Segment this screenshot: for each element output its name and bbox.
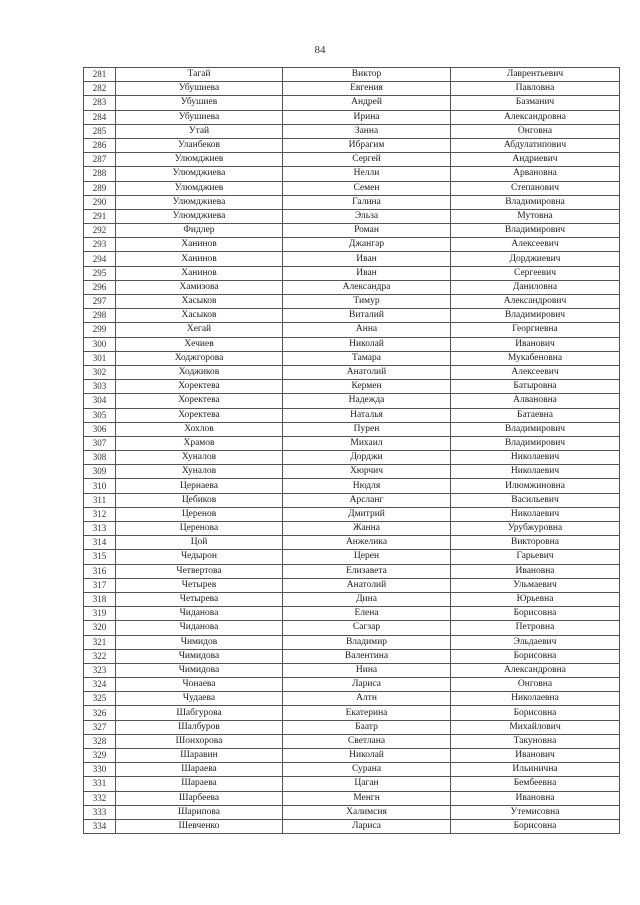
first-name-cell: Нелли (283, 167, 451, 181)
patronymic-cell: Лаврентьевич (451, 68, 620, 82)
row-number-cell: 322 (84, 649, 116, 663)
patronymic-cell: Арвановна (451, 167, 620, 181)
table-row (84, 337, 620, 351)
patronymic-cell: Николаевич (451, 465, 620, 479)
patronymic-cell: Борисовна (451, 649, 620, 663)
table-row (84, 295, 620, 309)
first-name-cell: Николай (283, 749, 451, 763)
patronymic-cell: Иванович (451, 749, 620, 763)
surname-cell: Чиданова (116, 607, 283, 621)
surname-cell: Хоректева (116, 380, 283, 394)
surname-cell: Чудаева (116, 692, 283, 706)
surname-cell: Улюмджиева (116, 209, 283, 223)
table-row (84, 252, 620, 266)
roster-table (83, 67, 620, 834)
table-row (84, 706, 620, 720)
row-number-cell: 305 (84, 408, 116, 422)
row-number-cell: 323 (84, 663, 116, 677)
row-number-cell: 289 (84, 181, 116, 195)
patronymic-cell: Николаевич (451, 507, 620, 521)
surname-cell: Церенов (116, 507, 283, 521)
row-number-cell: 325 (84, 692, 116, 706)
patronymic-cell: Владимирович (451, 309, 620, 323)
first-name-cell: Жанна (283, 522, 451, 536)
patronymic-cell: Александрович (451, 295, 620, 309)
patronymic-cell: Онговна (451, 124, 620, 138)
table-row (84, 266, 620, 280)
table-row (84, 280, 620, 294)
table-row (84, 749, 620, 763)
surname-cell: Шонхорова (116, 734, 283, 748)
row-number-cell: 324 (84, 678, 116, 692)
table-row (84, 124, 620, 138)
table-row (84, 791, 620, 805)
surname-cell: Шалбуров (116, 720, 283, 734)
row-number-cell: 333 (84, 805, 116, 819)
patronymic-cell: Алексеевич (451, 365, 620, 379)
first-name-cell: Андрей (283, 96, 451, 110)
patronymic-cell: Мукабеновна (451, 351, 620, 365)
table-row (84, 224, 620, 238)
surname-cell: Шабгурова (116, 706, 283, 720)
surname-cell: Хохлов (116, 422, 283, 436)
surname-cell: Шевченко (116, 819, 283, 833)
table-row (84, 153, 620, 167)
patronymic-cell: Владимирович (451, 422, 620, 436)
table-row (84, 720, 620, 734)
surname-cell: Чимидов (116, 635, 283, 649)
surname-cell: Четырева (116, 592, 283, 606)
patronymic-cell: Онговна (451, 678, 620, 692)
patronymic-cell: Владимирович (451, 224, 620, 238)
table-row (84, 436, 620, 450)
first-name-cell: Семен (283, 181, 451, 195)
row-number-cell: 320 (84, 621, 116, 635)
surname-cell: Храмов (116, 436, 283, 450)
patronymic-cell: Павловна (451, 82, 620, 96)
row-number-cell: 306 (84, 422, 116, 436)
first-name-cell: Екатерина (283, 706, 451, 720)
surname-cell: Убушиева (116, 82, 283, 96)
row-number-cell: 316 (84, 564, 116, 578)
surname-cell: Шараева (116, 763, 283, 777)
patronymic-cell: Алексеевич (451, 238, 620, 252)
first-name-cell: Кермен (283, 380, 451, 394)
row-number-cell: 299 (84, 323, 116, 337)
first-name-cell: Елена (283, 607, 451, 621)
surname-cell: Ханинов (116, 238, 283, 252)
row-number-cell: 334 (84, 819, 116, 833)
surname-cell: Четвертова (116, 564, 283, 578)
table-row (84, 777, 620, 791)
first-name-cell: Евгения (283, 82, 451, 96)
patronymic-cell: Георгиевна (451, 323, 620, 337)
surname-cell: Ходжиков (116, 365, 283, 379)
surname-cell: Церенова (116, 522, 283, 536)
first-name-cell: Дмитрий (283, 507, 451, 521)
table-row (84, 592, 620, 606)
table-row (84, 138, 620, 152)
surname-cell: Шарипова (116, 805, 283, 819)
table-row (84, 365, 620, 379)
table-row (84, 649, 620, 663)
patronymic-cell: Степанович (451, 181, 620, 195)
patronymic-cell: Алвановна (451, 394, 620, 408)
surname-cell: Хуналов (116, 451, 283, 465)
row-number-cell: 294 (84, 252, 116, 266)
surname-cell: Убушиев (116, 96, 283, 110)
row-number-cell: 291 (84, 209, 116, 223)
table-row (84, 68, 620, 82)
table-row (84, 408, 620, 422)
table-row (84, 323, 620, 337)
table-row (84, 819, 620, 833)
patronymic-cell: Борисовна (451, 607, 620, 621)
patronymic-cell: Ульмаевич (451, 578, 620, 592)
surname-cell: Чедырон (116, 550, 283, 564)
first-name-cell: Галина (283, 195, 451, 209)
row-number-cell: 285 (84, 124, 116, 138)
first-name-cell: Роман (283, 224, 451, 238)
surname-cell: Шаравин (116, 749, 283, 763)
table-row (84, 394, 620, 408)
row-number-cell: 317 (84, 578, 116, 592)
patronymic-cell: Борисовна (451, 706, 620, 720)
surname-cell: Убушиева (116, 110, 283, 124)
patronymic-cell: Борисовна (451, 819, 620, 833)
surname-cell: Ходжгорова (116, 351, 283, 365)
row-number-cell: 303 (84, 380, 116, 394)
surname-cell: Цебиков (116, 493, 283, 507)
first-name-cell: Эльза (283, 209, 451, 223)
table-row (84, 479, 620, 493)
patronymic-cell: Петровна (451, 621, 620, 635)
row-number-cell: 293 (84, 238, 116, 252)
table-row (84, 465, 620, 479)
table-row (84, 536, 620, 550)
table-row (84, 96, 620, 110)
row-number-cell: 282 (84, 82, 116, 96)
patronymic-cell: Батаевна (451, 408, 620, 422)
first-name-cell: Занна (283, 124, 451, 138)
first-name-cell: Арсланг (283, 493, 451, 507)
surname-cell: Цой (116, 536, 283, 550)
row-number-cell: 307 (84, 436, 116, 450)
first-name-cell: Нина (283, 663, 451, 677)
row-number-cell: 288 (84, 167, 116, 181)
table-row (84, 621, 620, 635)
surname-cell: Улюмджиев (116, 181, 283, 195)
surname-cell: Чиданова (116, 621, 283, 635)
surname-cell: Хасыков (116, 309, 283, 323)
surname-cell: Улюмджиева (116, 195, 283, 209)
table-row (84, 110, 620, 124)
row-number-cell: 308 (84, 451, 116, 465)
first-name-cell: Пурен (283, 422, 451, 436)
row-number-cell: 311 (84, 493, 116, 507)
surname-cell: Четырев (116, 578, 283, 592)
patronymic-cell: Иванович (451, 337, 620, 351)
patronymic-cell: Ивановна (451, 791, 620, 805)
first-name-cell: Дорджи (283, 451, 451, 465)
surname-cell: Хегай (116, 323, 283, 337)
patronymic-cell: Ильинична (451, 763, 620, 777)
patronymic-cell: Абдулатипович (451, 138, 620, 152)
table-row (84, 607, 620, 621)
first-name-cell: Алтн (283, 692, 451, 706)
row-number-cell: 283 (84, 96, 116, 110)
table-row (84, 167, 620, 181)
row-number-cell: 300 (84, 337, 116, 351)
row-number-cell: 318 (84, 592, 116, 606)
row-number-cell: 321 (84, 635, 116, 649)
patronymic-cell: Николаевич (451, 451, 620, 465)
table-row (84, 82, 620, 96)
patronymic-cell: Александровна (451, 663, 620, 677)
row-number-cell: 296 (84, 280, 116, 294)
table-row (84, 635, 620, 649)
surname-cell: Хоректева (116, 408, 283, 422)
row-number-cell: 329 (84, 749, 116, 763)
first-name-cell: Наталья (283, 408, 451, 422)
patronymic-cell: Эльдаевич (451, 635, 620, 649)
first-name-cell: Тимур (283, 295, 451, 309)
first-name-cell: Сергей (283, 153, 451, 167)
row-number-cell: 295 (84, 266, 116, 280)
row-number-cell: 298 (84, 309, 116, 323)
patronymic-cell: Батыровна (451, 380, 620, 394)
table-row (84, 238, 620, 252)
surname-cell: Чимидова (116, 663, 283, 677)
first-name-cell: Цаган (283, 777, 451, 791)
first-name-cell: Ирина (283, 110, 451, 124)
first-name-cell: Анжелика (283, 536, 451, 550)
table-row (84, 351, 620, 365)
row-number-cell: 304 (84, 394, 116, 408)
patronymic-cell: Николаевна (451, 692, 620, 706)
surname-cell: Ханинов (116, 266, 283, 280)
patronymic-cell: Ивановна (451, 564, 620, 578)
first-name-cell: Сурана (283, 763, 451, 777)
first-name-cell: Виталий (283, 309, 451, 323)
first-name-cell: Баатр (283, 720, 451, 734)
patronymic-cell: Урубжуровна (451, 522, 620, 536)
patronymic-cell: Михайлович (451, 720, 620, 734)
table-row (84, 564, 620, 578)
table-row (84, 380, 620, 394)
patronymic-cell: Викторовна (451, 536, 620, 550)
surname-cell: Хоректева (116, 394, 283, 408)
row-number-cell: 331 (84, 777, 116, 791)
row-number-cell: 297 (84, 295, 116, 309)
first-name-cell: Анатолий (283, 365, 451, 379)
surname-cell: Цернаева (116, 479, 283, 493)
first-name-cell: Нюдля (283, 479, 451, 493)
patronymic-cell: Андриевич (451, 153, 620, 167)
surname-cell: Хуналов (116, 465, 283, 479)
first-name-cell: Дина (283, 592, 451, 606)
row-number-cell: 309 (84, 465, 116, 479)
surname-cell: Фидлер (116, 224, 283, 238)
table-row (84, 493, 620, 507)
surname-cell: Уланбеков (116, 138, 283, 152)
table-row (84, 550, 620, 564)
first-name-cell: Лариса (283, 678, 451, 692)
row-number-cell: 310 (84, 479, 116, 493)
first-name-cell: Елизавета (283, 564, 451, 578)
first-name-cell: Надежда (283, 394, 451, 408)
patronymic-cell: Владимирович (451, 436, 620, 450)
table-row (84, 451, 620, 465)
surname-cell: Хамизова (116, 280, 283, 294)
patronymic-cell: Мутовна (451, 209, 620, 223)
patronymic-cell: Такуновна (451, 734, 620, 748)
surname-cell: Улюмджиев (116, 153, 283, 167)
first-name-cell: Джангар (283, 238, 451, 252)
first-name-cell: Анна (283, 323, 451, 337)
first-name-cell: Владимир (283, 635, 451, 649)
first-name-cell: Иван (283, 252, 451, 266)
table-row (84, 309, 620, 323)
surname-cell: Шараева (116, 777, 283, 791)
surname-cell: Тагай (116, 68, 283, 82)
patronymic-cell: Утемисовна (451, 805, 620, 819)
roster-body (84, 68, 620, 834)
row-number-cell: 332 (84, 791, 116, 805)
row-number-cell: 315 (84, 550, 116, 564)
first-name-cell: Хюрчич (283, 465, 451, 479)
row-number-cell: 313 (84, 522, 116, 536)
row-number-cell: 292 (84, 224, 116, 238)
first-name-cell: Александра (283, 280, 451, 294)
patronymic-cell: Александровна (451, 110, 620, 124)
table-row (84, 578, 620, 592)
surname-cell: Чонаева (116, 678, 283, 692)
patronymic-cell: Владимировна (451, 195, 620, 209)
surname-cell: Утай (116, 124, 283, 138)
first-name-cell: Сагзар (283, 621, 451, 635)
first-name-cell: Виктор (283, 68, 451, 82)
patronymic-cell: Сергеевич (451, 266, 620, 280)
page-number: 84 (314, 44, 326, 56)
table-row (84, 678, 620, 692)
table-row (84, 209, 620, 223)
surname-cell: Чимидова (116, 649, 283, 663)
table-row (84, 522, 620, 536)
row-number-cell: 328 (84, 734, 116, 748)
first-name-cell: Валентина (283, 649, 451, 663)
first-name-cell: Церен (283, 550, 451, 564)
row-number-cell: 314 (84, 536, 116, 550)
first-name-cell: Менгн (283, 791, 451, 805)
patronymic-cell: Даниловна (451, 280, 620, 294)
table-row (84, 507, 620, 521)
patronymic-cell: Дорджиевич (451, 252, 620, 266)
first-name-cell: Тамара (283, 351, 451, 365)
row-number-cell: 327 (84, 720, 116, 734)
surname-cell: Шарбеева (116, 791, 283, 805)
row-number-cell: 312 (84, 507, 116, 521)
surname-cell: Хасыков (116, 295, 283, 309)
patronymic-cell: Илюмжиновна (451, 479, 620, 493)
table-row (84, 763, 620, 777)
table-row (84, 422, 620, 436)
first-name-cell: Анатолий (283, 578, 451, 592)
table-row (84, 181, 620, 195)
row-number-cell: 326 (84, 706, 116, 720)
table-row (84, 805, 620, 819)
row-number-cell: 319 (84, 607, 116, 621)
row-number-cell: 330 (84, 763, 116, 777)
row-number-cell: 287 (84, 153, 116, 167)
patronymic-cell: Базманич (451, 96, 620, 110)
row-number-cell: 301 (84, 351, 116, 365)
patronymic-cell: Гарьевич (451, 550, 620, 564)
patronymic-cell: Васильевич (451, 493, 620, 507)
row-number-cell: 281 (84, 68, 116, 82)
row-number-cell: 302 (84, 365, 116, 379)
first-name-cell: Иван (283, 266, 451, 280)
table-row (84, 692, 620, 706)
surname-cell: Улюмджиева (116, 167, 283, 181)
first-name-cell: Халимсия (283, 805, 451, 819)
first-name-cell: Михаил (283, 436, 451, 450)
first-name-cell: Светлана (283, 734, 451, 748)
table-row (84, 663, 620, 677)
patronymic-cell: Юрьевна (451, 592, 620, 606)
first-name-cell: Ибрагим (283, 138, 451, 152)
row-number-cell: 290 (84, 195, 116, 209)
surname-cell: Хечиев (116, 337, 283, 351)
surname-cell: Ханинов (116, 252, 283, 266)
patronymic-cell: Бембеевна (451, 777, 620, 791)
table-row (84, 195, 620, 209)
table-row (84, 734, 620, 748)
first-name-cell: Николай (283, 337, 451, 351)
first-name-cell: Лариса (283, 819, 451, 833)
row-number-cell: 286 (84, 138, 116, 152)
row-number-cell: 284 (84, 110, 116, 124)
